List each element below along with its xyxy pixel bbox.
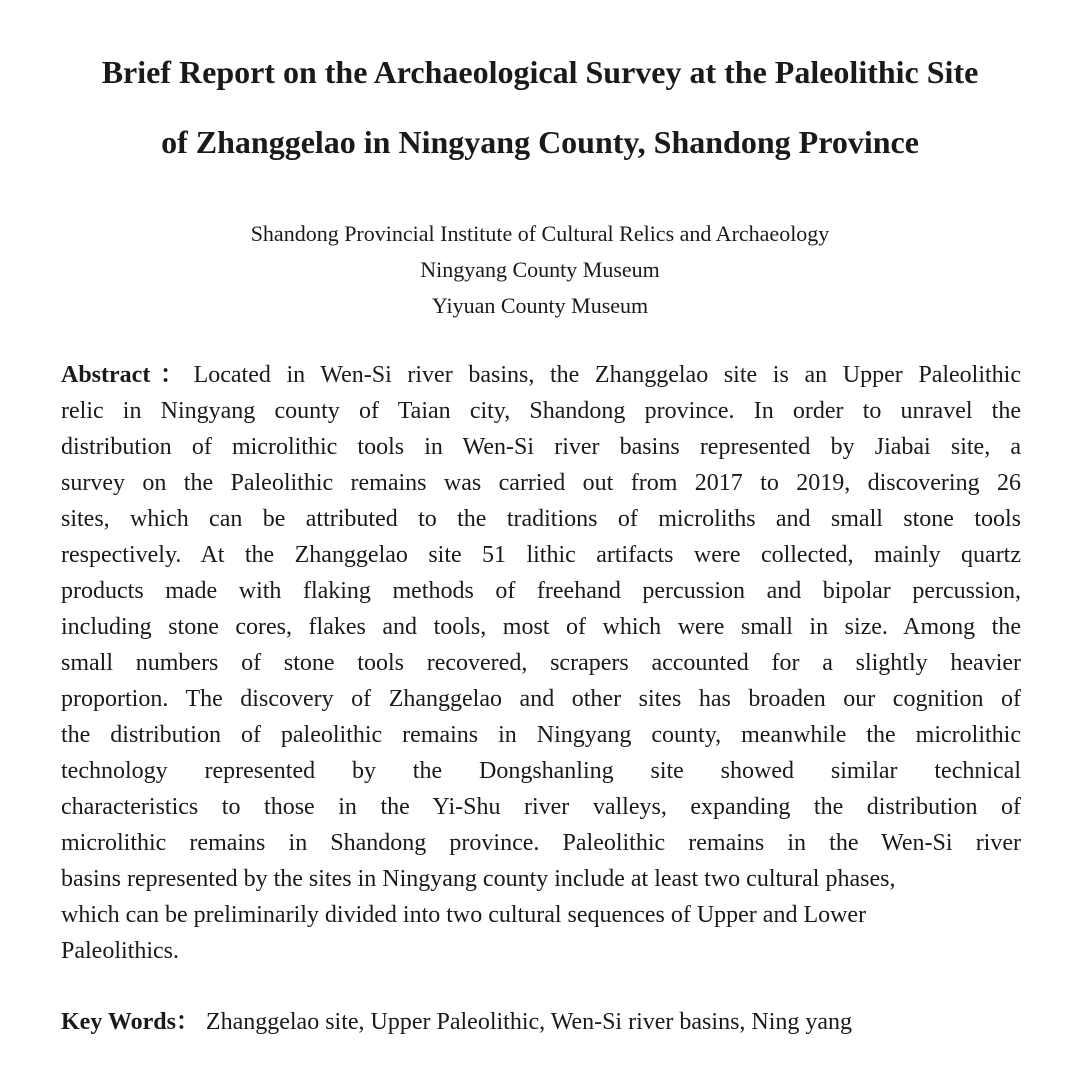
abstract-line-8: including stone cores, flakes and tools, most of which were small in size. Among the: [61, 614, 1021, 640]
keywords-label: Key Words：: [61, 1009, 200, 1035]
affiliation-3: Yiyuan County Museum: [431, 293, 649, 318]
keywords-text: Zhanggelao site, Upper Paleolithic, Wen-Si river basins, Ning yang: [199, 1009, 853, 1035]
abstract-line-2: relic in Ningyang county of Taian city, Shandong province. In order to unravel the: [61, 398, 1021, 424]
abstract-line-16: which can be preliminarily divided into two cultural sequences of Upper and Lower: [61, 902, 867, 928]
abstract-line-11: the distribution of paleolithic remains in Ningyang county, meanwhile the microlithic: [61, 722, 1021, 748]
abstract-line-14: microlithic remains in Shandong province. Paleolithic remains in the Wen-Si river: [61, 830, 1021, 856]
affiliation-1: Shandong Provincial Institute of Cultural Relics and Archaeology: [250, 221, 830, 246]
affiliation-2: Ningyang County Museum: [420, 257, 660, 282]
keywords-section: [61, 1004, 1021, 1040]
abstract-line-10: proportion. The discovery of Zhanggelao and other sites has broaden our cognition of: [61, 686, 1021, 712]
abstract-line-13: characteristics to those in the Yi-Shu river valleys, expanding the distribution of: [61, 794, 1021, 820]
abstract-line-5: sites, which can be attributed to the traditions of microliths and small stone tools: [61, 506, 1021, 532]
abstract-line-9: small numbers of stone tools recovered, scrapers accounted for a slightly heavier: [61, 650, 1021, 676]
abstract-line-7: products made with flaking methods of freehand percussion and bipolar percussion,: [61, 578, 1021, 604]
abstract-line-4: survey on the Paleolithic remains was carried out from 2017 to 2019, discovering 26: [61, 470, 1021, 496]
paper-title-line-2: of Zhanggelao in Ningyang County, Shandong Province: [161, 124, 919, 160]
abstract-line-15: basins represented by the sites in Ningyang county include at least two cultural phases,: [61, 866, 896, 892]
abstract-label: Abstract：: [61, 362, 194, 388]
abstract-line-12: technology represented by the Dongshanling site showed similar technical: [61, 758, 1021, 784]
abstract-text-1: Located in Wen-Si river basins, the Zhanggelao site is an Upper Paleolithic: [193, 362, 1021, 388]
abstract-line-6: respectively. At the Zhanggelao site 51 lithic artifacts were collected, mainly quartz: [61, 542, 1021, 568]
abstract-line-3: distribution of microlithic tools in Wen-Si river basins represented by Jiabai site, a: [61, 434, 1021, 460]
abstract-section: [61, 357, 1021, 969]
author-affiliations: [40, 216, 1040, 324]
abstract-line-17: Paleolithics.: [61, 938, 179, 964]
paper-title-line-1: Brief Report on the Archaeological Survey at the Paleolithic Site: [101, 54, 979, 90]
abstract-line-1: [61, 357, 1021, 393]
